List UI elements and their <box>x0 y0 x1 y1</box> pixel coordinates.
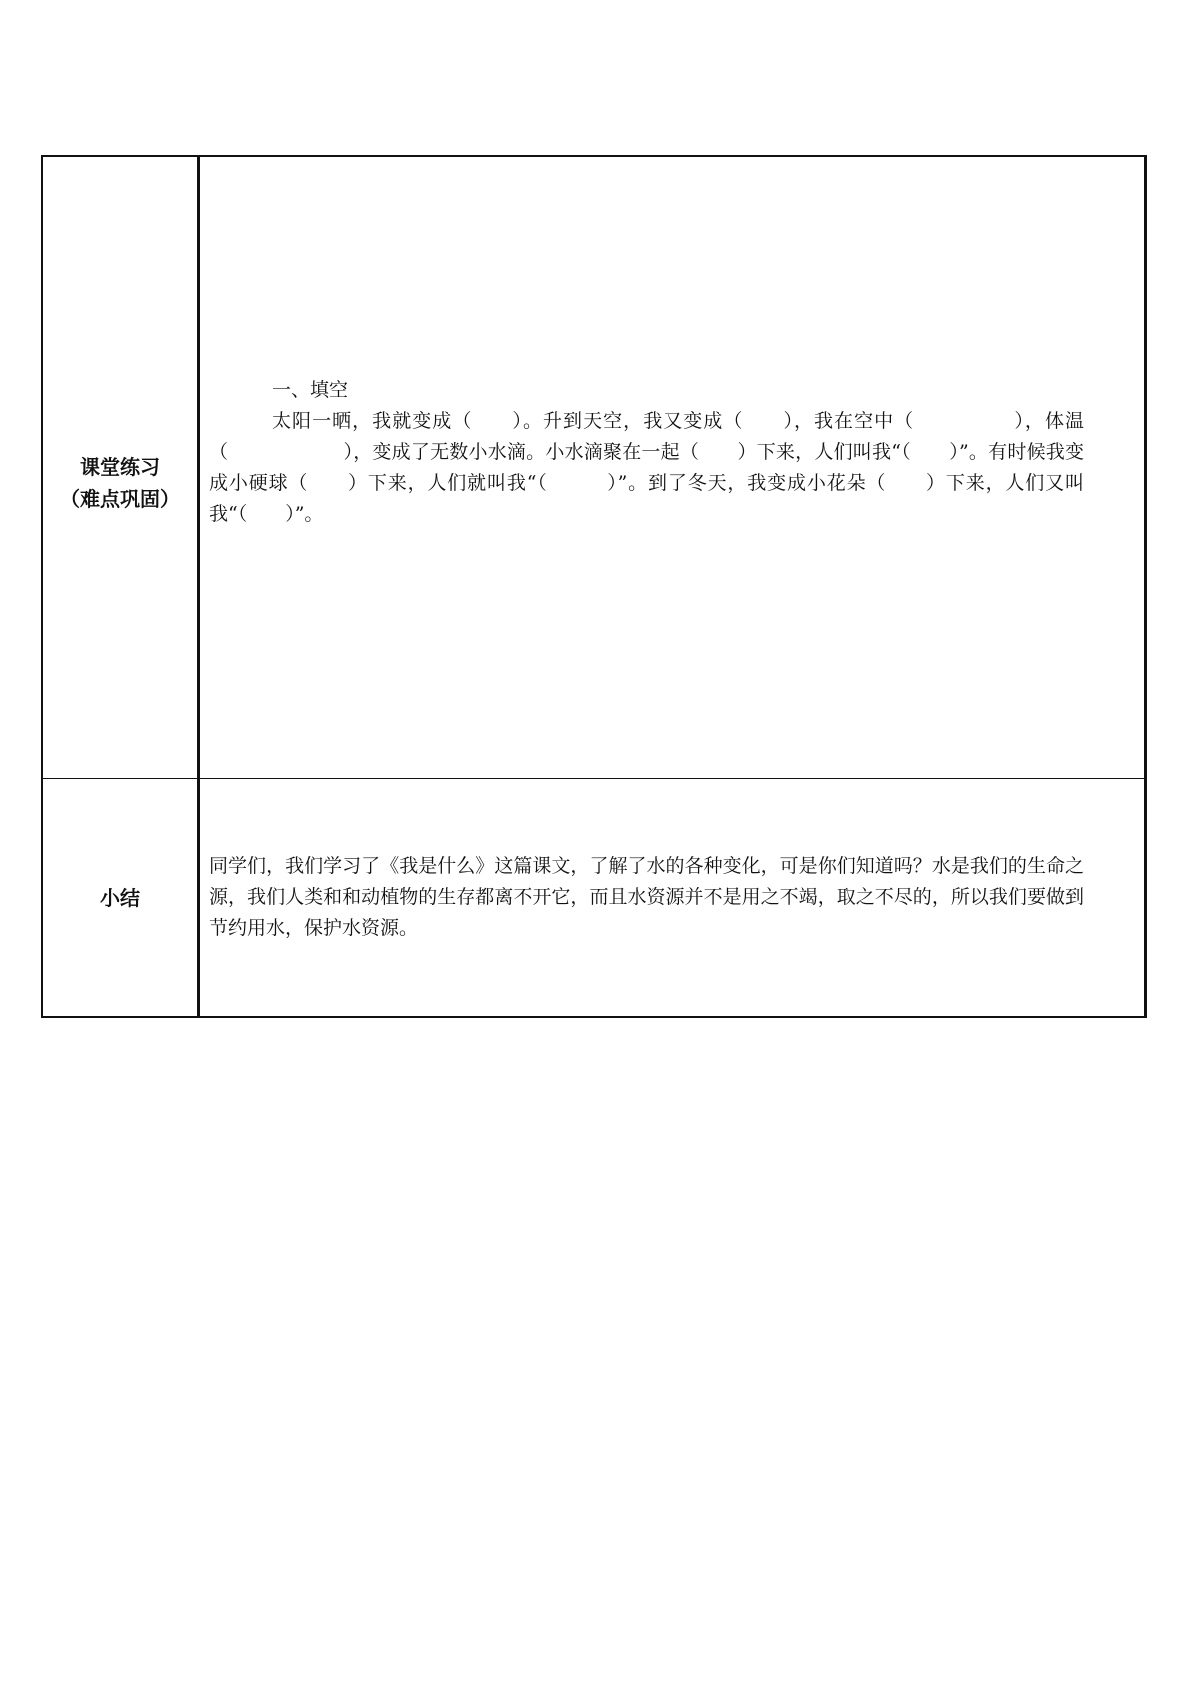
table-right-border <box>1144 155 1147 1018</box>
row-label-classroom-practice <box>43 157 197 778</box>
fill-in-blank-paragraph: 太阳一晒，我就变成（ ）。升到天空，我又变成（ ），我在空中（ ），体温（ ），变成了无数小水滴。小水滴聚在一起（ ）下来，人们叫我“（ ）”。有时候我变成小硬球（ ）下来，人们就叫我“（ ）”。到了冬天，我变成小花朵（ ）下来，人们又叫我“（ ）”。 <box>209 410 1084 525</box>
practice-content <box>209 375 1084 530</box>
row-divider <box>43 778 1145 779</box>
summary-content <box>209 851 1084 944</box>
column-divider <box>197 155 200 1018</box>
row-label-line1: 课堂练习 <box>80 454 160 479</box>
exercise-heading: 一、填空 <box>272 379 349 401</box>
row-label-summary-text: 小结 <box>100 885 140 910</box>
summary-paragraph: 同学们，我们学习了《我是什么》这篇课文，了解了水的各种变化，可是你们知道吗？水是我们的生命之源，我们人类和和动植物的生存都离不开它，而且水资源并不是用之不竭，取之不尽的，所以我们要做到节约用水，保护水资源。 <box>209 855 1084 939</box>
row-label-summary <box>43 779 197 1016</box>
row-label-line2: （难点巩固） <box>60 486 180 511</box>
